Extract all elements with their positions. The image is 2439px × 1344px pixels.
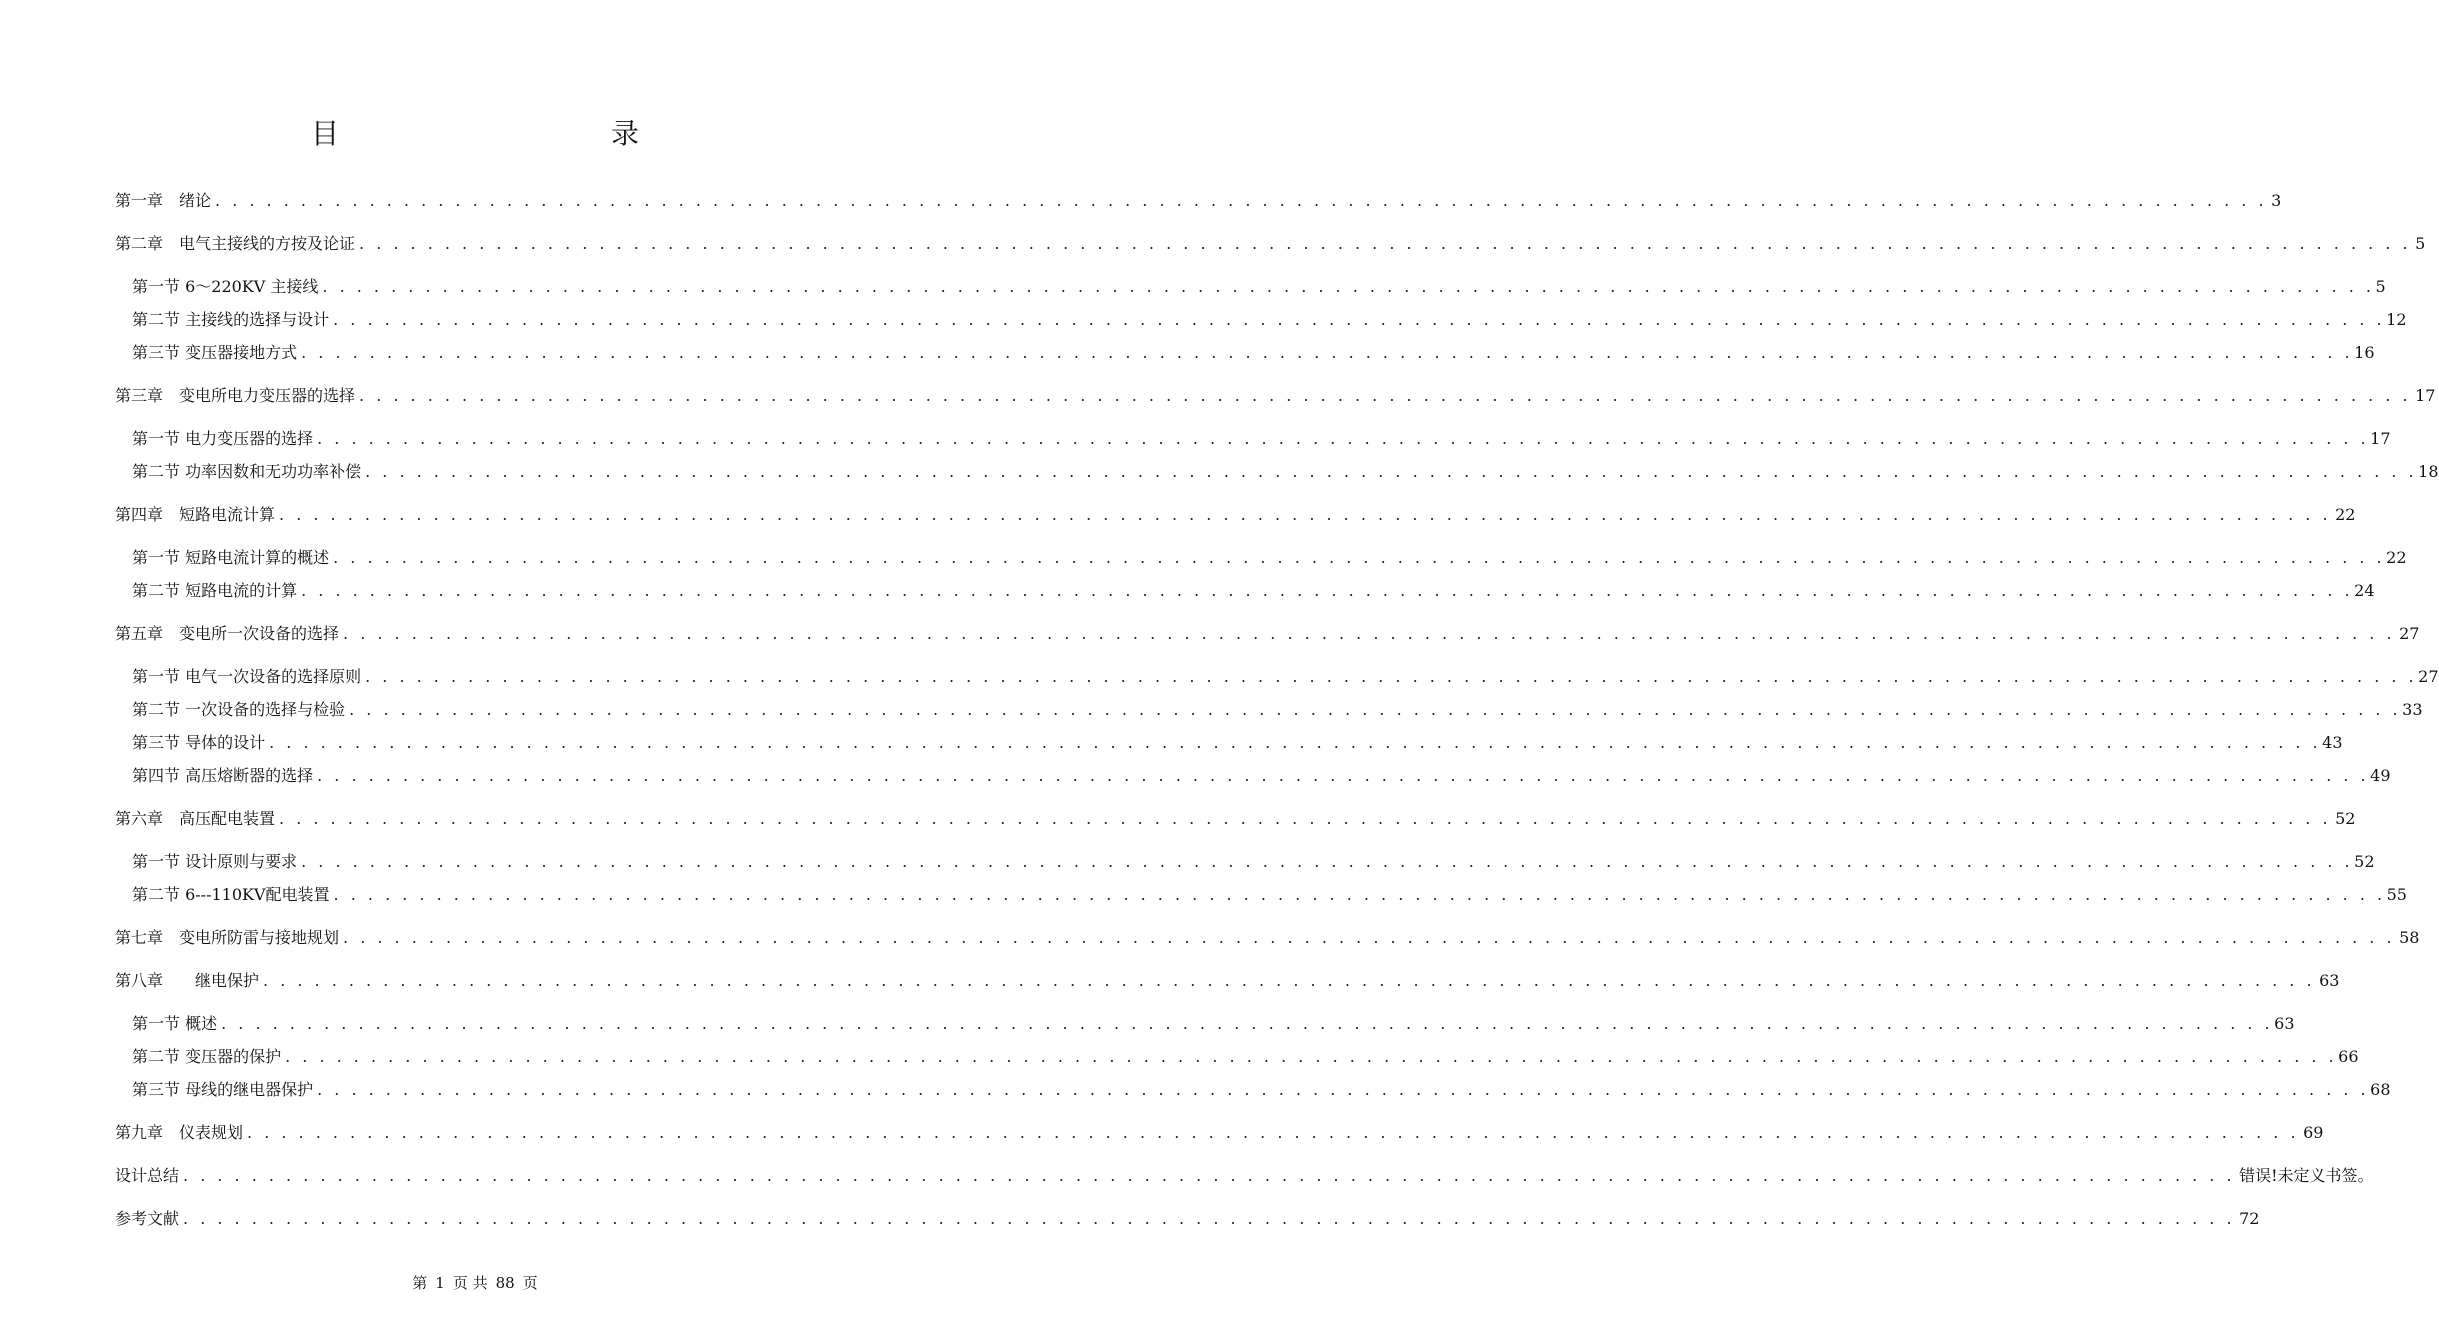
toc-entry-page-number: 22 — [2386, 548, 2407, 567]
toc-entry-title: 第二节 主接线的选择与设计 — [132, 310, 330, 329]
footer-mid: 页 共 — [452, 1274, 488, 1292]
toc-entry-title: 第二节 6---110KV配电装置 — [132, 885, 330, 904]
toc-entry-page-number: 66 — [2338, 1047, 2359, 1066]
toc-section-entry[interactable] — [132, 884, 2407, 906]
toc-section-entry[interactable] — [132, 1046, 2359, 1068]
toc-entry-title: 第一章 绪论 — [115, 191, 212, 210]
toc-entry-title: 第一节 短路电流计算的概述 — [132, 548, 330, 567]
toc-section-entry[interactable] — [132, 428, 2391, 450]
toc-dot-leader: . . . . . . . . . . . . . . . . . . . . . . . . . . . . . . . . . . . . . . . . . . . . . . . . . . . . . . . . . . . . . . . . . . . . . . . . . . . . . . . . . . . . . . . . . . . . . . . . . . . . . . . . . . . . . . . . . . . . . . . . — [317, 429, 2370, 448]
footer-current-page: 1 — [435, 1274, 445, 1292]
toc-dot-leader: . . . . . . . . . . . . . . . . . . . . . . . . . . . . . . . . . . . . . . . . . . . . . . . . . . . . . . . . . . . . . . . . . . . . . . . . . . . . . . . . . . . . . . . . . . . . . . . . . . . . . . . . . . . . . . . . . . . . . . . . — [269, 733, 2322, 752]
toc-entry-title: 第二节 变压器的保护 — [132, 1047, 282, 1066]
toc-section-entry[interactable] — [132, 765, 2391, 787]
toc-dot-leader: . . . . . . . . . . . . . . . . . . . . . . . . . . . . . . . . . . . . . . . . . . . . . . . . . . . . . . . . . . . . . . . . . . . . . . . . . . . . . . . . . . . . . . . . . . . . . . . . . . . . . . . . . . . . . . . . . . . . . . . . — [215, 191, 2268, 210]
toc-dot-leader: . . . . . . . . . . . . . . . . . . . . . . . . . . . . . . . . . . . . . . . . . . . . . . . . . . . . . . . . . . . . . . . . . . . . . . . . . . . . . . . . . . . . . . . . . . . . . . . . . . . . . . . . . . . . . . . . . . . . . . . . — [365, 667, 2418, 686]
toc-entry-title: 第五章 变电所一次设备的选择 — [115, 624, 340, 643]
footer-total-pages: 88 — [495, 1274, 515, 1292]
toc-chapter-entry[interactable] — [115, 1122, 2324, 1144]
toc-entry-title: 第二章 电气主接线的方按及论证 — [115, 234, 356, 253]
toc-dot-leader: . . . . . . . . . . . . . . . . . . . . . . . . . . . . . . . . . . . . . . . . . . . . . . . . . . . . . . . . . . . . . . . . . . . . . . . . . . . . . . . . . . . . . . . . . . . . . . . . . . . . . . . . . . . . . . . . . . . . . . . . — [333, 310, 2386, 329]
toc-entry-title: 第三章 变电所电力变压器的选择 — [115, 386, 356, 405]
toc-entry-title: 第四节 高压熔断器的选择 — [132, 766, 314, 785]
toc-section-entry[interactable] — [132, 342, 2375, 364]
toc-entry-title: 第二节 功率因数和无功功率补偿 — [132, 462, 362, 481]
toc-entry-page-number: 49 — [2370, 766, 2391, 785]
toc-chapter-entry[interactable] — [115, 1165, 2374, 1187]
toc-dot-leader: . . . . . . . . . . . . . . . . . . . . . . . . . . . . . . . . . . . . . . . . . . . . . . . . . . . . . . . . . . . . . . . . . . . . . . . . . . . . . . . . . . . . . . . . . . . . . . . . . . . . . . . . . . . . . . . . . . . . . . . . — [183, 1209, 2236, 1228]
toc-entry-page-number: 12 — [2386, 310, 2407, 329]
toc-dot-leader: . . . . . . . . . . . . . . . . . . . . . . . . . . . . . . . . . . . . . . . . . . . . . . . . . . . . . . . . . . . . . . . . . . . . . . . . . . . . . . . . . . . . . . . . . . . . . . . . . . . . . . . . . . . . . . . . . . . . . . . . — [359, 234, 2412, 253]
toc-entry-page-number: 52 — [2335, 809, 2356, 828]
toc-dot-leader: . . . . . . . . . . . . . . . . . . . . . . . . . . . . . . . . . . . . . . . . . . . . . . . . . . . . . . . . . . . . . . . . . . . . . . . . . . . . . . . . . . . . . . . . . . . . . . . . . . . . . . . . . . . . . . . . . . . . . . . . — [183, 1166, 2236, 1185]
toc-entry-title: 第四章 短路电流计算 — [115, 505, 276, 524]
toc-entry-title: 第七章 变电所防雷与接地规划 — [115, 928, 340, 947]
toc-dot-leader: . . . . . . . . . . . . . . . . . . . . . . . . . . . . . . . . . . . . . . . . . . . . . . . . . . . . . . . . . . . . . . . . . . . . . . . . . . . . . . . . . . . . . . . . . . . . . . . . . . . . . . . . . . . . . . . . . . . . . . . . — [349, 700, 2402, 719]
toc-entry-title: 第九章 仪表规划 — [115, 1123, 244, 1142]
toc-dot-leader: . . . . . . . . . . . . . . . . . . . . . . . . . . . . . . . . . . . . . . . . . . . . . . . . . . . . . . . . . . . . . . . . . . . . . . . . . . . . . . . . . . . . . . . . . . . . . . . . . . . . . . . . . . . . . . . . . . . . . . . . — [359, 386, 2412, 405]
toc-entry-title: 第一节 概述 — [132, 1014, 218, 1033]
toc-entry-title: 第一节 电力变压器的选择 — [132, 429, 314, 448]
toc-entry-title: 第二节 一次设备的选择与检验 — [132, 700, 346, 719]
footer-prefix: 第 — [412, 1274, 428, 1292]
toc-entry-page-number: 17 — [2415, 386, 2436, 405]
toc-entry-title: 第三节 导体的设计 — [132, 733, 266, 752]
toc-entry-page-number: 5 — [2415, 234, 2426, 253]
toc-entry-page-number: 58 — [2399, 928, 2420, 947]
toc-entry-page-number: 17 — [2370, 429, 2391, 448]
toc-section-entry[interactable] — [132, 699, 2423, 721]
toc-dot-leader: . . . . . . . . . . . . . . . . . . . . . . . . . . . . . . . . . . . . . . . . . . . . . . . . . . . . . . . . . . . . . . . . . . . . . . . . . . . . . . . . . . . . . . . . . . . . . . . . . . . . . . . . . . . . . . . . . . . . . . . . — [333, 885, 2386, 904]
toc-chapter-entry[interactable] — [115, 1208, 2260, 1230]
toc-entry-title: 第八章 继电保护 — [115, 971, 260, 990]
toc-entry-page-number: 18 — [2418, 462, 2439, 481]
toc-entry-title: 第六章 高压配电装置 — [115, 809, 276, 828]
toc-section-entry[interactable] — [132, 276, 2386, 298]
toc-dot-leader: . . . . . . . . . . . . . . . . . . . . . . . . . . . . . . . . . . . . . . . . . . . . . . . . . . . . . . . . . . . . . . . . . . . . . . . . . . . . . . . . . . . . . . . . . . . . . . . . . . . . . . . . . . . . . . . . . . . . . . . . — [343, 624, 2396, 643]
toc-dot-leader: . . . . . . . . . . . . . . . . . . . . . . . . . . . . . . . . . . . . . . . . . . . . . . . . . . . . . . . . . . . . . . . . . . . . . . . . . . . . . . . . . . . . . . . . . . . . . . . . . . . . . . . . . . . . . . . . . . . . . . . . — [322, 277, 2375, 296]
toc-entry-page-number: 55 — [2386, 885, 2407, 904]
toc-dot-leader: . . . . . . . . . . . . . . . . . . . . . . . . . . . . . . . . . . . . . . . . . . . . . . . . . . . . . . . . . . . . . . . . . . . . . . . . . . . . . . . . . . . . . . . . . . . . . . . . . . . . . . . . . . . . . . . . . . . . . . . . — [221, 1014, 2274, 1033]
toc-dot-leader: . . . . . . . . . . . . . . . . . . . . . . . . . . . . . . . . . . . . . . . . . . . . . . . . . . . . . . . . . . . . . . . . . . . . . . . . . . . . . . . . . . . . . . . . . . . . . . . . . . . . . . . . . . . . . . . . . . . . . . . . — [285, 1047, 2338, 1066]
toc-section-entry[interactable] — [132, 1013, 2295, 1035]
toc-section-entry[interactable] — [132, 851, 2375, 873]
toc-entry-title: 第一节 设计原则与要求 — [132, 852, 298, 871]
toc-dot-leader: . . . . . . . . . . . . . . . . . . . . . . . . . . . . . . . . . . . . . . . . . . . . . . . . . . . . . . . . . . . . . . . . . . . . . . . . . . . . . . . . . . . . . . . . . . . . . . . . . . . . . . . . . . . . . . . . . . . . . . . . — [317, 1080, 2370, 1099]
toc-entry-title: 第二节 短路电流的计算 — [132, 581, 298, 600]
toc-chapter-entry[interactable] — [115, 808, 2356, 830]
toc-chapter-entry[interactable] — [115, 927, 2420, 949]
toc-dot-leader: . . . . . . . . . . . . . . . . . . . . . . . . . . . . . . . . . . . . . . . . . . . . . . . . . . . . . . . . . . . . . . . . . . . . . . . . . . . . . . . . . . . . . . . . . . . . . . . . . . . . . . . . . . . . . . . . . . . . . . . . — [301, 581, 2354, 600]
toc-entry-title: 第三节 母线的继电器保护 — [132, 1080, 314, 1099]
toc-section-entry[interactable] — [132, 666, 2439, 688]
toc-section-entry[interactable] — [132, 547, 2407, 569]
toc-chapter-entry[interactable] — [115, 385, 2436, 407]
toc-entry-page-number: 22 — [2335, 505, 2356, 524]
page-footer — [0, 1272, 950, 1293]
toc-entry-page-number: 43 — [2322, 733, 2343, 752]
toc-section-entry[interactable] — [132, 461, 2439, 483]
page-title: 目 录 — [310, 117, 711, 150]
toc-entry-title: 第三节 变压器接地方式 — [132, 343, 298, 362]
toc-entry-page-number: 错误!未定义书签。 — [2239, 1166, 2374, 1185]
footer-suffix: 页 — [522, 1274, 538, 1292]
toc-dot-leader: . . . . . . . . . . . . . . . . . . . . . . . . . . . . . . . . . . . . . . . . . . . . . . . . . . . . . . . . . . . . . . . . . . . . . . . . . . . . . . . . . . . . . . . . . . . . . . . . . . . . . . . . . . . . . . . . . . . . . . . . — [247, 1123, 2300, 1142]
toc-section-entry[interactable] — [132, 1079, 2391, 1101]
toc-entry-page-number: 3 — [2271, 191, 2282, 210]
toc-entry-page-number: 27 — [2418, 667, 2439, 686]
toc-entry-page-number: 69 — [2303, 1123, 2324, 1142]
toc-entry-page-number: 52 — [2354, 852, 2375, 871]
toc-entry-title: 参考文献 — [115, 1209, 180, 1228]
toc-entry-title: 第一节 电气一次设备的选择原则 — [132, 667, 362, 686]
toc-dot-leader: . . . . . . . . . . . . . . . . . . . . . . . . . . . . . . . . . . . . . . . . . . . . . . . . . . . . . . . . . . . . . . . . . . . . . . . . . . . . . . . . . . . . . . . . . . . . . . . . . . . . . . . . . . . . . . . . . . . . . . . . — [301, 343, 2354, 362]
toc-entry-page-number: 68 — [2370, 1080, 2391, 1099]
toc-section-entry[interactable] — [132, 580, 2375, 602]
toc-entry-page-number: 24 — [2354, 581, 2375, 600]
toc-dot-leader: . . . . . . . . . . . . . . . . . . . . . . . . . . . . . . . . . . . . . . . . . . . . . . . . . . . . . . . . . . . . . . . . . . . . . . . . . . . . . . . . . . . . . . . . . . . . . . . . . . . . . . . . . . . . . . . . . . . . . . . . — [279, 809, 2332, 828]
toc-dot-leader: . . . . . . . . . . . . . . . . . . . . . . . . . . . . . . . . . . . . . . . . . . . . . . . . . . . . . . . . . . . . . . . . . . . . . . . . . . . . . . . . . . . . . . . . . . . . . . . . . . . . . . . . . . . . . . . . . . . . . . . . — [301, 852, 2354, 871]
toc-chapter-entry[interactable] — [115, 233, 2426, 255]
toc-dot-leader: . . . . . . . . . . . . . . . . . . . . . . . . . . . . . . . . . . . . . . . . . . . . . . . . . . . . . . . . . . . . . . . . . . . . . . . . . . . . . . . . . . . . . . . . . . . . . . . . . . . . . . . . . . . . . . . . . . . . . . . . — [279, 505, 2332, 524]
toc-dot-leader: . . . . . . . . . . . . . . . . . . . . . . . . . . . . . . . . . . . . . . . . . . . . . . . . . . . . . . . . . . . . . . . . . . . . . . . . . . . . . . . . . . . . . . . . . . . . . . . . . . . . . . . . . . . . . . . . . . . . . . . . — [317, 766, 2370, 785]
toc-chapter-entry[interactable] — [115, 623, 2420, 645]
toc-entry-page-number: 72 — [2239, 1209, 2260, 1228]
toc-dot-leader: . . . . . . . . . . . . . . . . . . . . . . . . . . . . . . . . . . . . . . . . . . . . . . . . . . . . . . . . . . . . . . . . . . . . . . . . . . . . . . . . . . . . . . . . . . . . . . . . . . . . . . . . . . . . . . . . . . . . . . . . — [365, 462, 2418, 481]
toc-dot-leader: . . . . . . . . . . . . . . . . . . . . . . . . . . . . . . . . . . . . . . . . . . . . . . . . . . . . . . . . . . . . . . . . . . . . . . . . . . . . . . . . . . . . . . . . . . . . . . . . . . . . . . . . . . . . . . . . . . . . . . . . — [263, 971, 2316, 990]
toc-section-entry[interactable] — [132, 732, 2343, 754]
toc-section-entry[interactable] — [132, 309, 2407, 331]
toc-entry-title: 第一节 6～220KV 主接线 — [132, 277, 319, 296]
toc-dot-leader: . . . . . . . . . . . . . . . . . . . . . . . . . . . . . . . . . . . . . . . . . . . . . . . . . . . . . . . . . . . . . . . . . . . . . . . . . . . . . . . . . . . . . . . . . . . . . . . . . . . . . . . . . . . . . . . . . . . . . . . . — [333, 548, 2386, 567]
toc-chapter-entry[interactable] — [115, 970, 2340, 992]
toc-entry-page-number: 5 — [2375, 277, 2386, 296]
toc-entry-title: 设计总结 — [115, 1166, 180, 1185]
toc-entry-page-number: 27 — [2399, 624, 2420, 643]
toc-entry-page-number: 33 — [2402, 700, 2423, 719]
toc-entry-page-number: 63 — [2274, 1014, 2295, 1033]
toc-dot-leader: . . . . . . . . . . . . . . . . . . . . . . . . . . . . . . . . . . . . . . . . . . . . . . . . . . . . . . . . . . . . . . . . . . . . . . . . . . . . . . . . . . . . . . . . . . . . . . . . . . . . . . . . . . . . . . . . . . . . . . . . — [343, 928, 2396, 947]
toc-chapter-entry[interactable] — [115, 190, 2282, 212]
toc-entry-page-number: 63 — [2319, 971, 2340, 990]
toc-chapter-entry[interactable] — [115, 504, 2356, 526]
toc-entry-page-number: 16 — [2354, 343, 2375, 362]
